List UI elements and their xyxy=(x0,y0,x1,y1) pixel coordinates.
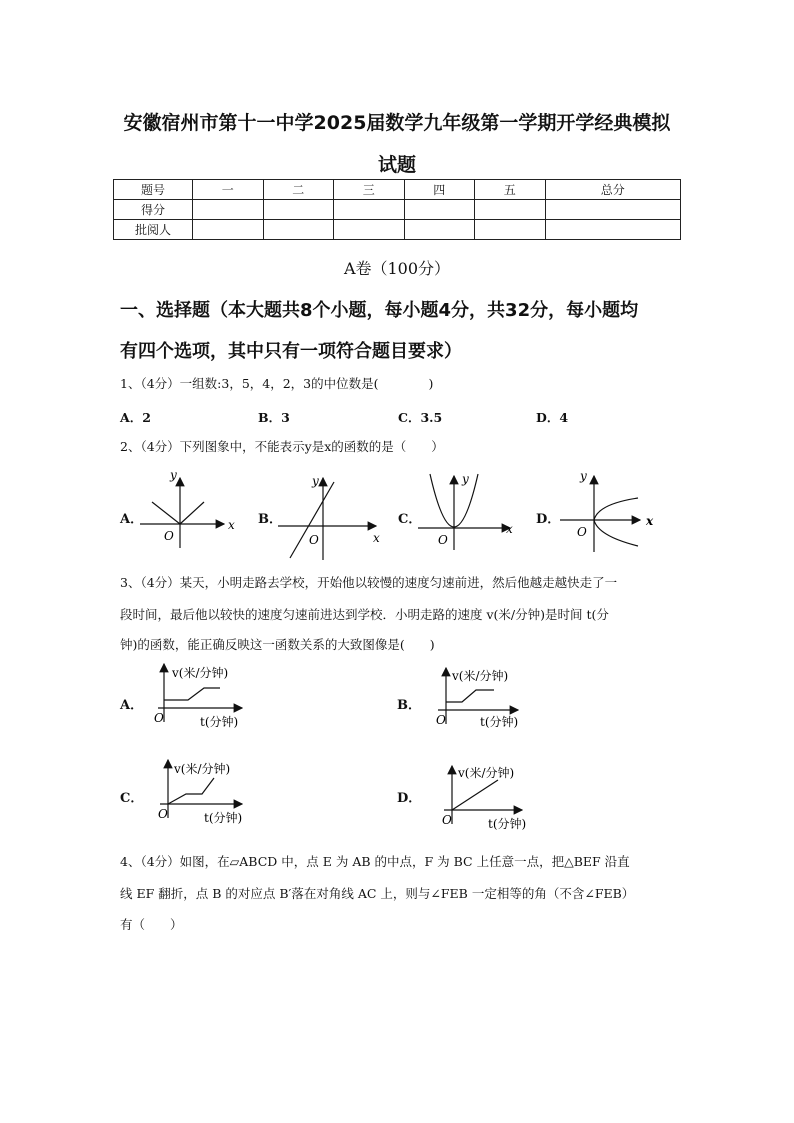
q3-graph-d xyxy=(436,762,536,834)
axis-label-origin: O xyxy=(442,813,452,827)
question-3-line3: 钟)的函数，能正确反映这一函数关系的大致图像是( ) xyxy=(120,637,435,652)
table-cell xyxy=(334,200,405,220)
q2-label-c: C． xyxy=(398,512,422,527)
q2-graph-d xyxy=(560,468,660,552)
axis-label-y: y xyxy=(312,474,319,488)
table-cell xyxy=(404,220,475,240)
table-cell: 四 xyxy=(404,180,475,200)
axis-label-v: v(米/分钟) xyxy=(452,669,509,683)
axis-label-t: t(分钟) xyxy=(480,715,519,729)
q3-label-c: C． xyxy=(120,791,144,806)
q1-option-c: C．3.5 xyxy=(398,410,443,425)
question-3-line1: 3、（4分）某天，小明走路去学校，开始他以较慢的速度匀速前进，然后他越走越快走了一 xyxy=(120,575,618,590)
question-3-line2: 段时间，最后他以较快的速度匀速前进达到学校．小明走路的速度 v(米/分钟)是时间 t(分 xyxy=(120,607,609,622)
axis-label-origin: O xyxy=(436,713,446,727)
table-cell xyxy=(263,200,334,220)
axis-label-origin: O xyxy=(438,533,448,547)
axis-label-origin: O xyxy=(577,525,587,539)
axis-label-x: x xyxy=(646,514,654,528)
page-title-line1: 安徽宿州市第十一中学2025届数学九年级第一学期开学经典模拟 xyxy=(123,112,671,134)
q3-label-b: B． xyxy=(397,698,421,713)
table-cell xyxy=(193,200,264,220)
section-heading-line2: 有四个选项，其中只有一项符合题目要求） xyxy=(120,341,462,362)
score-table-row xyxy=(114,220,681,240)
axis-label-x: x xyxy=(506,522,513,536)
table-cell xyxy=(263,220,334,240)
table-cell xyxy=(475,200,546,220)
question-4-line3: 有（ ） xyxy=(120,917,183,932)
table-cell xyxy=(334,220,405,240)
score-table-header-row xyxy=(114,180,681,200)
table-cell: 总分 xyxy=(545,180,681,200)
table-cell xyxy=(404,200,475,220)
q2-graph-a xyxy=(140,468,240,548)
axis-label-y: y xyxy=(580,469,587,483)
axis-label-y: y xyxy=(462,472,469,486)
table-cell: 批阅人 xyxy=(114,220,193,240)
q2-label-a: A． xyxy=(120,512,144,527)
q1-option-d: D．4 xyxy=(536,410,569,425)
q3-label-d: D． xyxy=(397,791,422,806)
q1-option-a: A．2 xyxy=(120,410,151,425)
question-1-stem: 1、（4分）一组数:3，5，4，2，3的中位数是( ) xyxy=(120,376,434,391)
axis-label-y: y xyxy=(170,468,177,482)
table-cell: 五 xyxy=(475,180,546,200)
question-4-line1: 4、（4分）如图，在▱ABCD 中，点 E 为 AB 的中点，F 为 BC 上任意一点，把△BEF 沿直 xyxy=(120,854,630,869)
table-cell xyxy=(475,220,546,240)
q2-label-d: D． xyxy=(536,512,561,527)
table-cell: 一 xyxy=(193,180,264,200)
score-table xyxy=(113,179,681,240)
axis-label-v: v(米/分钟) xyxy=(172,666,229,680)
table-cell: 得分 xyxy=(114,200,193,220)
section-heading-line1: 一、选择题（本大题共8个小题，每小题4分，共32分，每小题均 xyxy=(120,300,639,321)
q2-label-b: B． xyxy=(258,512,282,527)
axis-label-origin: O xyxy=(164,529,174,543)
score-table-row xyxy=(114,200,681,220)
q3-label-a: A． xyxy=(120,698,144,713)
axis-label-x: x xyxy=(373,531,380,545)
table-cell xyxy=(193,220,264,240)
axis-label-t: t(分钟) xyxy=(204,811,243,825)
q1-option-b: B．3 xyxy=(258,410,290,425)
table-cell xyxy=(545,200,681,220)
q3-graph-c xyxy=(152,756,252,828)
axis-label-origin: O xyxy=(154,711,164,725)
q2-graph-b xyxy=(278,472,388,562)
table-cell: 题号 xyxy=(114,180,193,200)
axis-label-x: x xyxy=(228,518,235,532)
table-cell: 三 xyxy=(334,180,405,200)
axis-label-t: t(分钟) xyxy=(200,715,239,729)
axis-label-v: v(米/分钟) xyxy=(174,762,231,776)
axis-label-v: v(米/分钟) xyxy=(458,766,515,780)
table-cell xyxy=(545,220,681,240)
q2-graph-c xyxy=(418,470,518,550)
axis-label-origin: O xyxy=(309,533,319,547)
axis-label-origin: O xyxy=(158,807,168,821)
question-4-line2: 线 EF 翻折，点 B 的对应点 B′落在对角线 AC 上，则与∠FEB 一定相等的角（不含∠FEB） xyxy=(120,886,635,901)
q3-graph-a xyxy=(150,660,250,730)
page-title-line2: 试题 xyxy=(377,154,416,176)
table-cell: 二 xyxy=(263,180,334,200)
axis-label-t: t(分钟) xyxy=(488,817,527,831)
q3-graph-b xyxy=(432,664,532,734)
question-2-stem: 2、（4分）下列图象中，不能表示y是x的函数的是（ ） xyxy=(120,439,444,454)
volume-heading: A卷（100分） xyxy=(343,259,451,278)
